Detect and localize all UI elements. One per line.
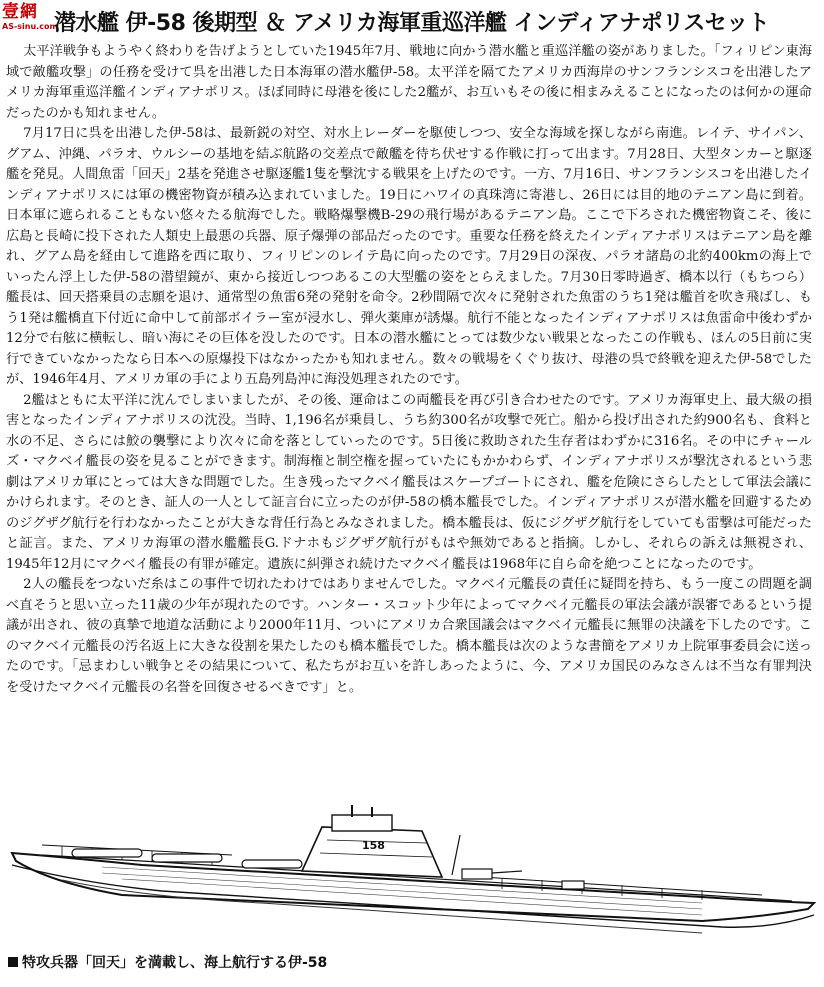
caption-text: 特攻兵器「回天」を満載し、海上航行する伊-58: [22, 955, 328, 971]
paragraph-1: 太平洋戦争もようやく終わりを告げようとしていた1945年7月、戦地に向かう潜水艦と重巡洋艦の姿がありました。「フィリピン東海域で敵艦攻撃」の任務を受けて呉を出港した日本海軍の潜水艦伊-58。太平洋を隔てたアメリカ西海岸のサンフランシスコを出港したアメリカ海軍重巡洋艦インディアナポリス。ほぼ同時に母港を後にした2艦が、お互いもその後に相まみえることになったのは何かの運命だったのかも知れません。: [6, 44, 812, 121]
title-bar: [0, 0, 824, 40]
watermark-main: 壹網: [2, 2, 38, 22]
paragraph-2: 7月17日に呉を出港した伊-58は、最新鋭の対空、対水上レーダーを駆使しつつ、安全な海域を探しながら南進。レイテ、サイパン、グアム、沖縄、パラオ、ウルシーの基地を結ぶ航路の交差点で敵艦を待ち伏せする作戦に打って出ます。7月28日、大型タンカーと駆逐艦を発見。人間魚雷「回天」2基を発進させ駆逐艦1隻を撃沈する戦果を上げたのです。一方、7月16日、サンフランシスコを出港したインディアナポリスには軍の機密物資が積み込まれていました。19日にハワイの真珠湾に寄港し、26日には目的地のテニアン島に到着。日本軍に遮られることもない悠々たる航海でした。戦略爆撃機B-29の飛行場があるテニアン島。ここで下ろされた機密物資こそ、後に広島と長崎に投下された人類史上最悪の兵器、原子爆弾の部品だったのです。重要な任務を終えたインディアナポリスはテニアン島を離れ、グアム島を経由して進路を西に取り、フィリピンのレイテ島に向ったのです。7月29日の深夜、パラオ諸島の北約400kmの海上でいったん浮上した伊-58の潜望鏡が、東から接近しつつあるこの大型艦の姿をとらえました。7月30日零時過ぎ、橋本以行（もちつら）艦長は、回天搭乗員の志願を退け、通常型の魚雷6発の発射を命令。2秒間隔で次々に発射された魚雷のうち1発は艦首を吹き飛ばし、もう1発は艦橋直下付近に命中して前部ボイラー室が浸水し、弾火薬庫が誘爆。航行不能となったインディアナポリスは魚雷命中後わずか12分で右舷に横転し、暗い海にその巨体を没したのです。日本の潜水艦にとっては数少ない戦果となったこの作戦も、ほんの5日前に実行できていなかったなら日本への原爆投下はなかったかも知れません。数々の戦場をくぐり抜け、母港の呉で終戦を迎えた伊-58でしたが、1946年4月、アメリカ軍の手により五島列島沖に海没処理されたのです。: [6, 126, 812, 387]
hull-number: 158: [362, 839, 385, 852]
submarine-illustration: [2, 805, 820, 945]
article-body: [6, 42, 812, 698]
caption-bullet-icon: [8, 957, 18, 967]
paragraph-3: 2艦はともに太平洋に沈んでしまいましたが、その後、運命はこの両艦長を再び引き合わせたのです。アメリカ海軍史上、最大級の損害となったインディアナポリスの沈没。当時、1,196名が乗員し、うち約300名が攻撃で死亡。船から投げ出された約900名も、食料と水の不足、さらには鮫の襲撃により次々に命を落としていったのです。5日後に救助された生存者はわずかに316名。その中にチャールズ・マクベイ艦長の姿を見ることができます。制海権と制空権を握っていたにもかかわらず、インディアナポリスが撃沈されるという悲劇はアメリカ軍にとっては大きな問題でした。生き残ったマクベイ艦長はスケープゴートにされ、艦を危険にさらしたとして軍法会議にかけられます。そのとき、証人の一人として証言台に立ったのが伊-58の橋本艦長でした。インディアナポリスが潜水艦を回避するためのジグザグ航行を行わなかったことが大きな背任行為とみなされました。橋本艦長は、仮にジグザグ航行をしていても雷撃は可能だったと証言。また、アメリカ海軍の潜水艦艦長G.ドナホもジグザグ航行がもはや無効であると指摘。しかし、それらの訴えは無視され、1945年12月にマクベイ艦長の有罪が確定。遺族に糾弾され続けたマクベイ艦長は1968年に自ら命を絶つことになったのです。: [6, 392, 812, 572]
paragraph-4: 2人の艦長をつないだ糸はこの事件で切れたわけではありませんでした。マクベイ元艦長の責任に疑問を持ち、もう一度この問題を調べ直そうと思い立った11歳の少年が現れたのです。ハンター・スコット少年によってマクベイ元艦長の軍法会議が誤審であるという提議が出され、彼の真摯で地道な活動により2000年11月、ついにアメリカ合衆国議会はマクベイ元艦長に無罪の決議を下したのです。このマクベイ元艦長の汚名返上に大きな役割を果たしたのも橋本艦長でした。橋本艦長は次のような書簡をアメリカ上院軍事委員会に送ったのです。「忌まわしい戦争とその結果について、私たちがお互いを許しあったように、今、アメリカ国民のみなさんは不当な有罪判決を受けたマクベイ元艦長の名誉を回復させるべきです」と。: [6, 577, 812, 695]
page-title: 潜水艦 伊-58 後期型 ＆ アメリカ海軍重巡洋艦 インディアナポリスセット: [54, 11, 770, 36]
watermark-sub: AS-sinu.com: [2, 22, 58, 31]
figure-caption: [8, 952, 608, 972]
